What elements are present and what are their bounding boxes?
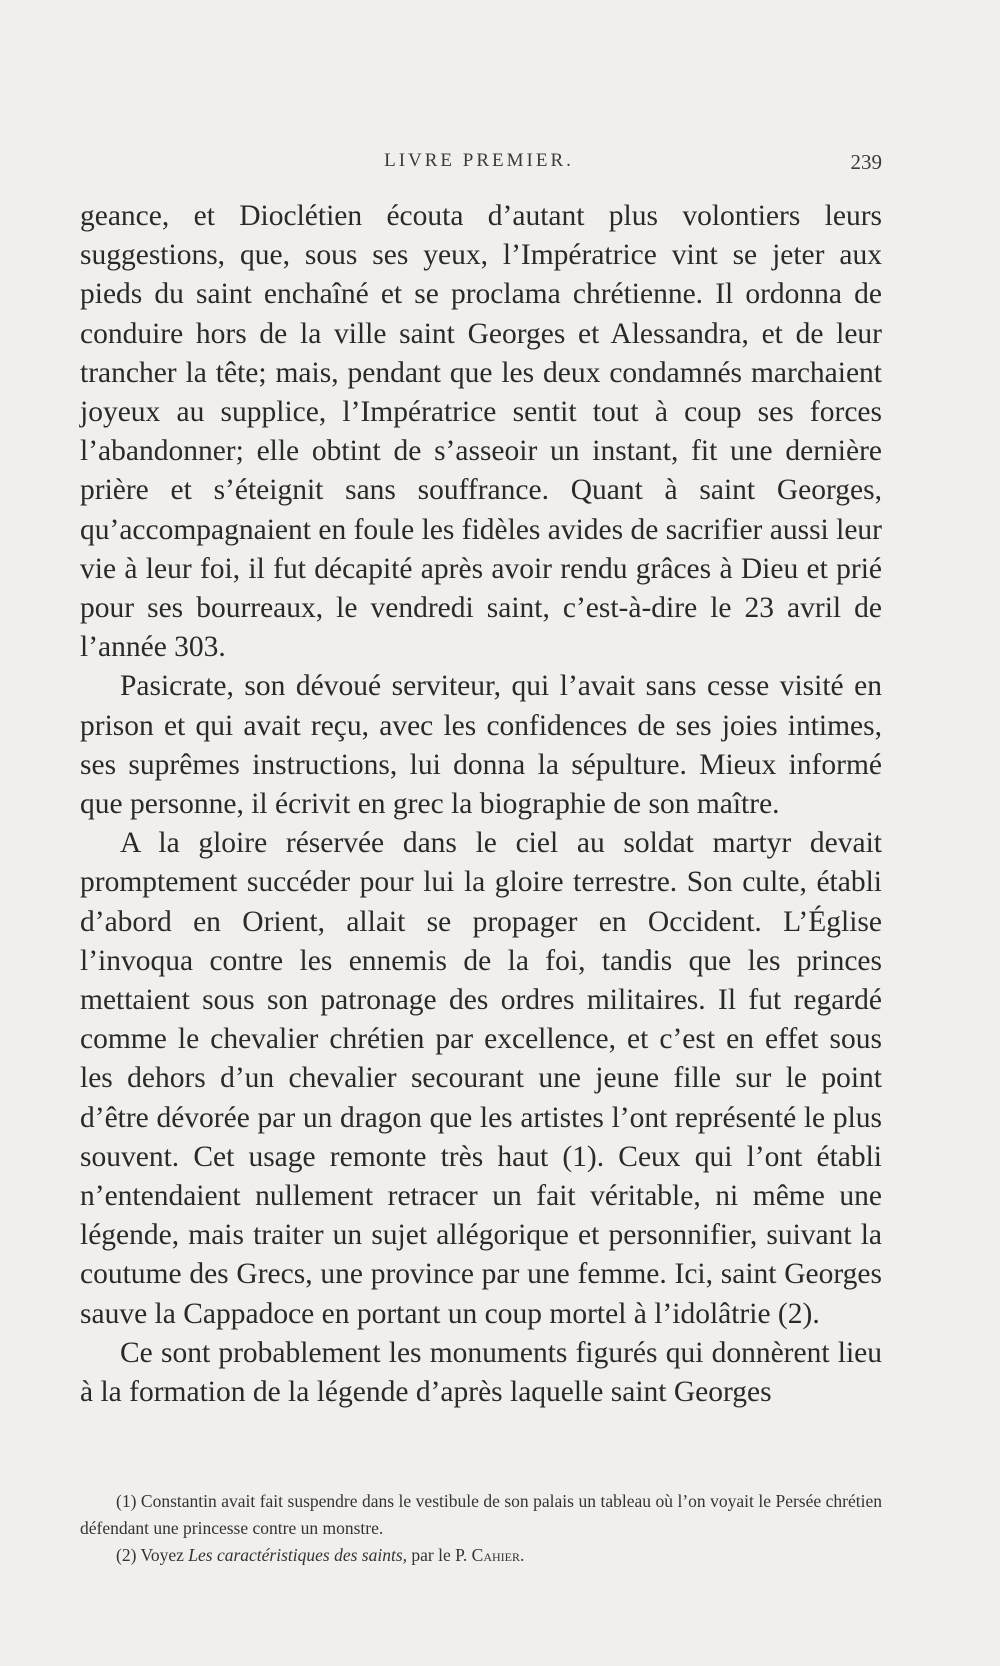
running-head (76, 150, 882, 180)
footnote-2 (80, 1542, 882, 1569)
footnote-2-prefix: (2) Voyez (116, 1545, 189, 1565)
footnote-1: (1) Constantin avait fait suspendre dans le vestibule de son palais un tableau où l’on voyait le Persée chrétien défendant une princesse contre un monstre. (80, 1491, 882, 1538)
running-title: LIVRE PREMIER. (384, 150, 574, 171)
page-number: 239 (850, 150, 882, 174)
paragraph: Pasicrate, son dévoué serviteur, qui l’avait sans cesse visité en prison et qui avait reçu, avec les confidences de ses joies intimes, ses suprêmes instructions, lui donna la sépulture. Mieux informé que personne, il écrivit en grec la biographie de son maître. (80, 670, 882, 821)
footnote-2-author: Cahier (471, 1545, 521, 1565)
footnote-2-mid: par le P. (407, 1545, 472, 1565)
footnote-2-title: Les caractéristiques des saints, (188, 1545, 408, 1565)
paragraph-continued: geance, et Dioclétien écouta d’autant plus volontiers leurs suggestions, que, sous ses yeux, l’Impératrice vint se jeter aux pieds du saint enchaîné et se proclama chrétienne. Il ordonna de conduire hors de la ville saint Georges et Alessandra, et de leur trancher la tête; mais, pendant que les deux condamnés marchaient joyeux au supplice, l’Impératrice sentit tout à coup ses forces l’abandonner; elle obtint de s’asseoir un instant, fit une dernière prière et s’éteignit sans souffrance. Quant à saint Georges, qu’accompagnaient en foule les fidèles avides de sacrifier aussi leur vie à leur foi, il fut décapité après avoir rendu grâces à Dieu et prié pour ses bourreaux, le vendredi saint, c’est-à-dire le 23 avril de l’année 303. (80, 200, 882, 664)
paragraph: Ce sont probablement les monuments figurés qui donnèrent lieu à la formation de la légende d’après laquelle saint Georges (80, 1336, 882, 1409)
body-text (80, 197, 882, 1412)
paragraph: A la gloire réservée dans le ciel au soldat martyr devait promptement succéder pour lui la gloire terrestre. Son culte, établi d’abord en Orient, allait se propager en Occident. L’Église l’invoqua contre les ennemis de la foi, tandis que les princes mettaient sous son patronage des ordres militaires. Il fut regardé comme le chevalier chrétien par excellence, et c’est en effet sous les dehors d’un chevalier secourant une jeune fille sur le point d’être dévorée par un dragon que les artistes l’ont représenté le plus souvent. Cet usage remonte très haut (1). Ceux qui l’ont établi n’entendaient nullement retracer un fait véritable, ni même une légende, mais traiter un sujet allégorique et personnifier, suivant la coutume des Grecs, une province par une femme. Ici, saint Georges sauve la Cappadoce en portant un coup mortel à l’idolâtrie (2). (80, 827, 882, 1330)
footnote-2-end: . (520, 1545, 525, 1565)
footnotes (80, 1488, 882, 1569)
